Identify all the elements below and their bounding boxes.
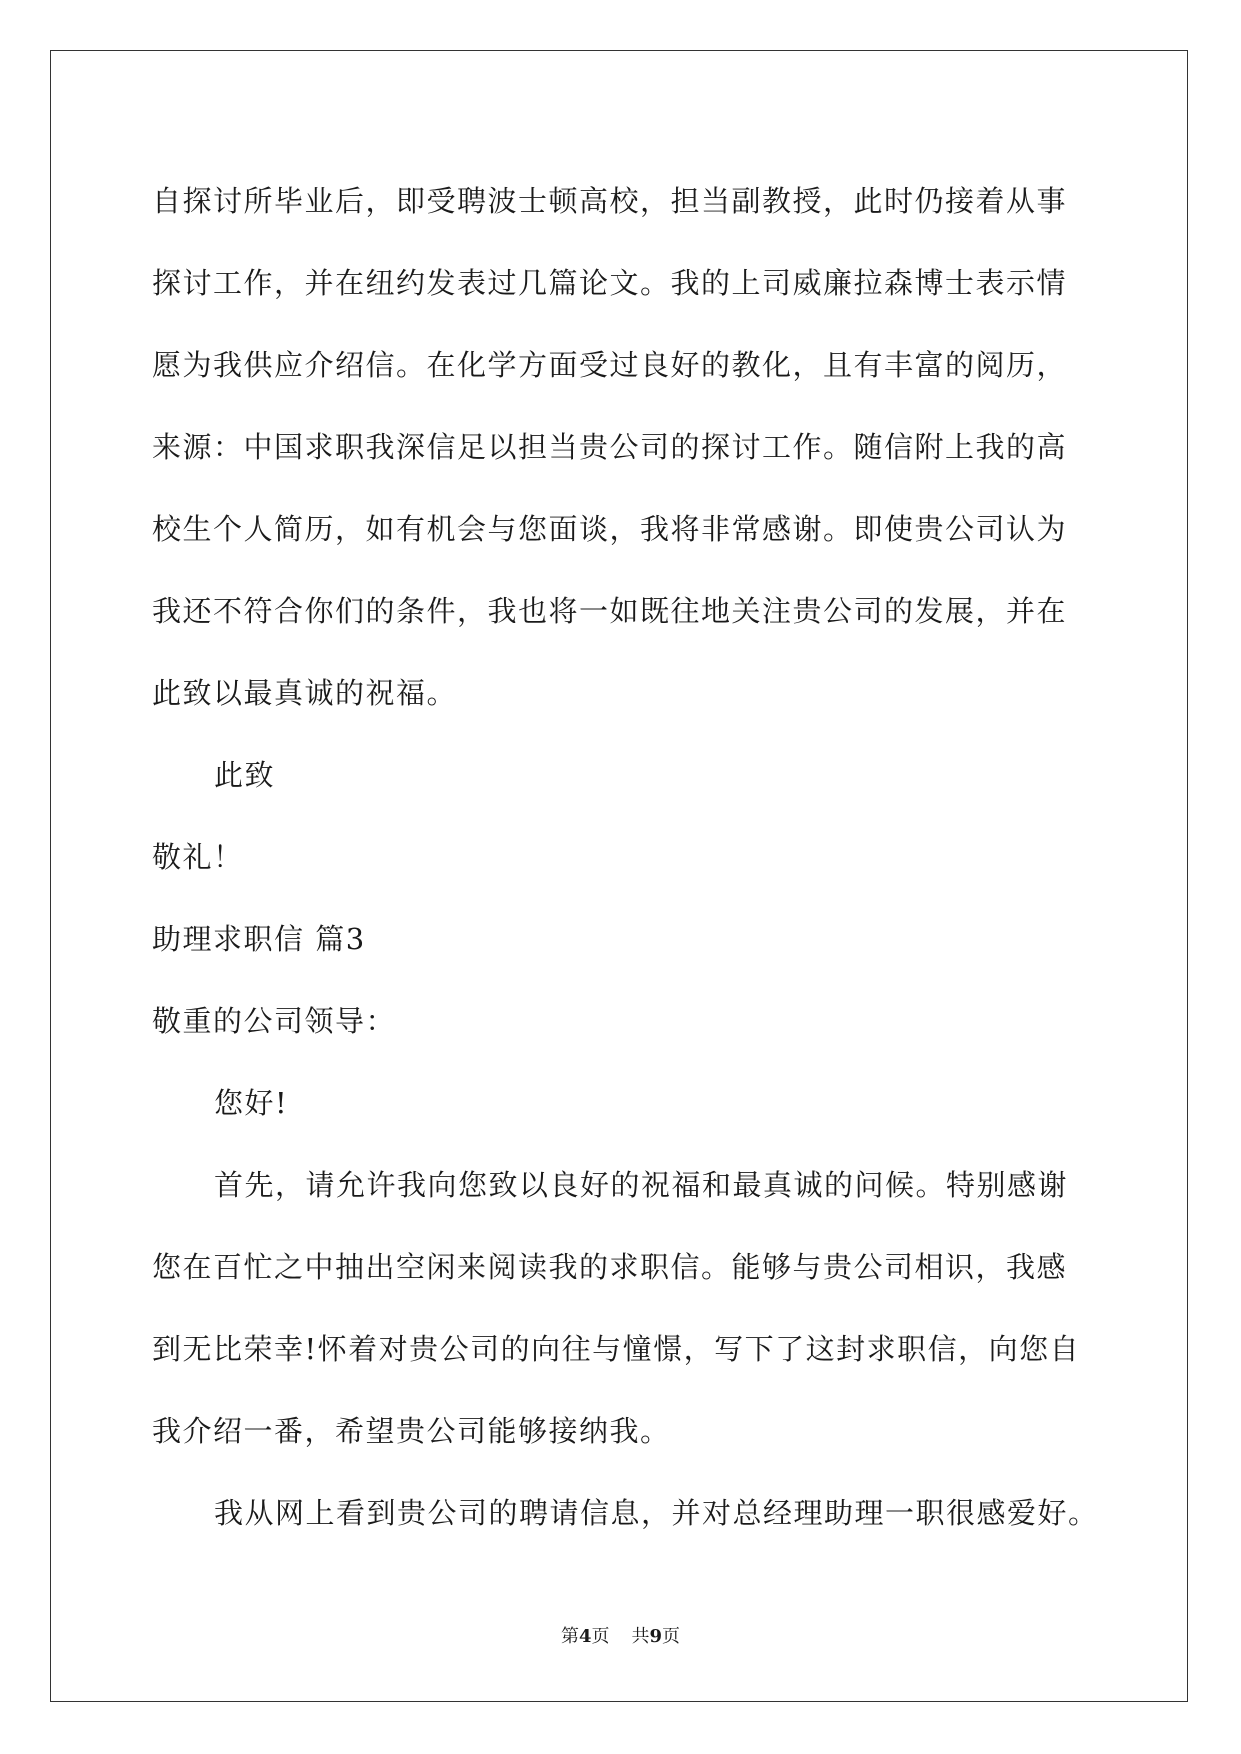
paragraph-line: 愿为我供应介绍信。在化学方面受过良好的教化，且有丰富的阅历， — [152, 348, 1068, 382]
total-pages: 9 — [649, 1626, 663, 1647]
page-suffix: 页 — [591, 1626, 610, 1647]
paragraph-line: 首先，请允许我向您致以良好的祝福和最真诚的问候。特别感谢 — [214, 1168, 1069, 1202]
paragraph-line: 我还不符合你们的条件，我也将一如既往地关注贵公司的发展，并在 — [152, 594, 1068, 628]
closing-salutation: 此致 — [214, 758, 276, 792]
paragraph-line: 我从网上看到贵公司的聘请信息，并对总经理助理一职很感爱好。 — [214, 1496, 1099, 1530]
paragraph-line: 来源：中国求职我深信足以担当贵公司的探讨工作。随信附上我的高 — [152, 430, 1068, 464]
page-footer — [0, 1622, 1241, 1648]
greeting-recipient: 敬重的公司领导： — [152, 1004, 397, 1038]
paragraph-line: 此致以最真诚的祝福。 — [152, 676, 458, 710]
paragraph-line: 到无比荣幸!怀着对贵公司的向往与憧憬，写下了这封求职信，向您自 — [152, 1332, 1081, 1366]
page-prefix: 第 — [560, 1626, 579, 1647]
closing-regards: 敬礼！ — [152, 840, 244, 874]
document-body — [152, 160, 1099, 1554]
total-prefix: 共 — [631, 1626, 650, 1647]
paragraph-line: 探讨工作，并在纽约发表过几篇论文。我的上司威廉拉森博士表示情 — [152, 266, 1068, 300]
paragraph-line: 我介绍一番，希望贵公司能够接纳我。 — [152, 1414, 671, 1448]
greeting: 您好! — [214, 1086, 289, 1120]
total-suffix: 页 — [662, 1626, 681, 1647]
paragraph-line: 自探讨所毕业后，即受聘波士顿高校，担当副教授，此时仍接着从事 — [152, 184, 1068, 218]
paragraph-line: 您在百忙之中抽出空闲来阅读我的求职信。能够与贵公司相识，我感 — [152, 1250, 1068, 1284]
section-heading: 助理求职信 篇3 — [152, 922, 366, 956]
paragraph-line: 校生个人简历，如有机会与您面谈，我将非常感谢。即使贵公司认为 — [152, 512, 1068, 546]
page-number: 4 — [578, 1626, 592, 1647]
